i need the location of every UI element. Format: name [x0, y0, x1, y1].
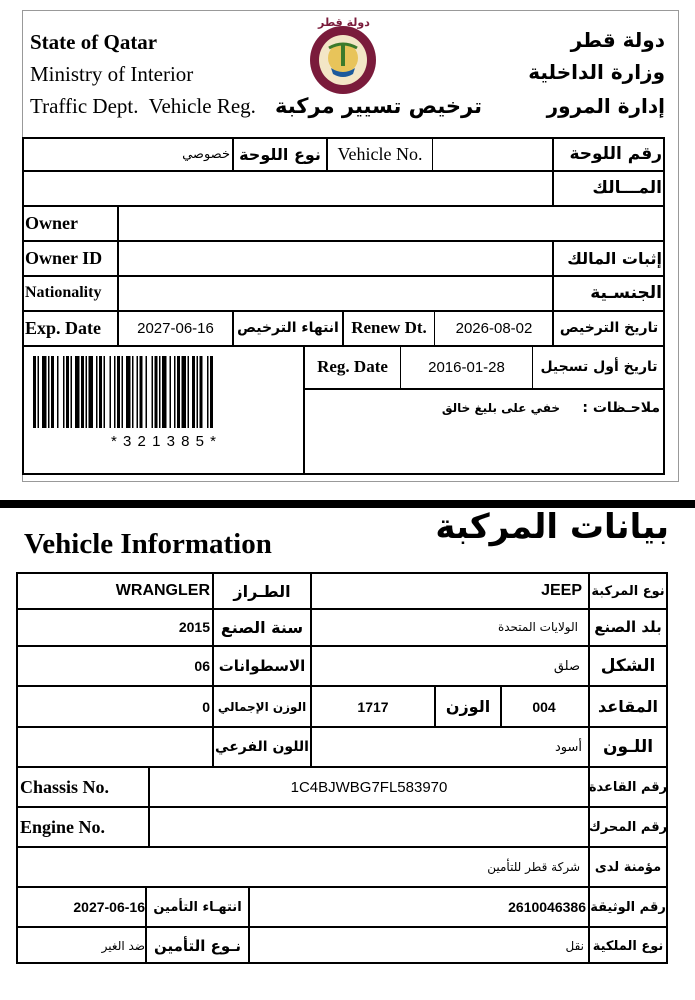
title-ar: ترخيص تسيير مركبة	[275, 94, 482, 118]
shape-label-ar: الشكل	[600, 656, 656, 676]
shape-value: صلق	[553, 658, 580, 674]
barcode	[33, 356, 295, 428]
vehicle-no-label: Vehicle No.	[337, 143, 423, 164]
plate-type-label-ar: نوع اللوحة	[239, 144, 321, 164]
insured-label-ar: مؤمنة لدى	[594, 859, 662, 875]
insured-value: شركة قطر للتأمين	[487, 860, 580, 874]
owner-id-label: Owner ID	[25, 247, 103, 268]
seats-value: 004	[532, 698, 556, 715]
color-value: أسود	[554, 739, 582, 755]
color-label-ar: اللـون	[602, 737, 654, 757]
state-ar: دولة قطر	[570, 28, 665, 52]
ownership-value: نقل	[565, 939, 584, 953]
reg-date-label-ar: تاريخ أول تسجيل	[540, 359, 658, 375]
engine-label: Engine No.	[20, 816, 106, 837]
weight-value: 1717	[357, 698, 389, 715]
policy-label-ar: رقم الوثيقة	[590, 899, 666, 915]
cylinders-label-ar: الاسطوانات	[218, 657, 306, 675]
exp-date-value: 2027-06-16	[137, 319, 214, 337]
qatar-seal-icon	[307, 18, 379, 96]
owner-label-ar: المـــالك	[592, 178, 662, 198]
chassis-value: 1C4BJWBG7FL583970	[290, 778, 448, 796]
reg-date-value: 2016-01-28	[428, 358, 505, 376]
owner-id-label-ar: إثبات المالك	[567, 248, 662, 268]
renew-label-ar: تاريخ الترخيص	[559, 320, 659, 336]
ownership-label-ar: نوع الملكية	[592, 938, 664, 954]
gross-weight-value: 0	[202, 698, 210, 715]
make-value: JEEP	[541, 582, 582, 599]
ins-exp-label-ar: انتهـاء التأمين	[153, 899, 242, 915]
exp-date-label: Exp. Date	[25, 317, 101, 338]
exp-date-label-ar: انتهاء الترخيص	[237, 320, 339, 336]
ins-type-value: ضد الغير	[101, 939, 145, 953]
ins-exp-value: 2027-06-16	[73, 899, 145, 915]
seats-label-ar: المقاعد	[598, 697, 658, 716]
nationality-label: Nationality	[25, 284, 102, 301]
seal-text: دولة قطر	[318, 16, 370, 29]
ministry-ar: وزارة الداخلية	[528, 60, 665, 84]
dept-en: Traffic Dept. Vehicle Reg.	[30, 94, 256, 118]
remarks-label-ar: ملاحـظات :	[582, 400, 660, 416]
cylinders-value: 06	[194, 658, 210, 674]
engine-label-ar: رقم المحرك	[588, 819, 668, 835]
make-label-ar: نوع المركبة	[591, 583, 665, 599]
renew-label: Renew Dt.	[351, 318, 427, 337]
nationality-label-ar: الجنسـية	[590, 283, 662, 303]
weight-label-ar: الوزن	[445, 697, 491, 716]
remarks-value: خفي على بليغ خالق	[441, 401, 560, 415]
ins-type-label-ar: نـوع التأمين	[153, 937, 242, 955]
year-label-ar: سنة الصنع	[220, 617, 304, 637]
model-value: WRANGLER	[115, 582, 210, 599]
sub-color-label-ar: اللون الفرعي	[215, 739, 309, 755]
renew-value: 2026-08-02	[455, 319, 533, 337]
state-en: State of Qatar	[30, 30, 158, 54]
barcode-text: * 3 2 1 3 8 5 *	[111, 433, 217, 450]
vehicle-title-en: Vehicle Information	[24, 528, 272, 560]
reg-date-label: Reg. Date	[317, 357, 388, 376]
policy-value: 2610046386	[508, 899, 586, 915]
dept-ar: إدارة المرور	[546, 94, 665, 118]
model-label-ar: الطـراز	[233, 581, 291, 601]
gross-weight-label-ar: الوزن الإجمالي	[217, 699, 307, 714]
ministry-en: Ministry of Interior	[30, 62, 194, 86]
owner-label: Owner	[25, 212, 78, 233]
origin-value: الولايات المتحدة	[497, 620, 578, 634]
year-value: 2015	[178, 619, 210, 635]
chassis-label: Chassis No.	[20, 776, 110, 797]
plate-no-label-ar: رقم اللوحة	[569, 144, 662, 164]
origin-label-ar: بلد الصنع	[594, 618, 662, 636]
vehicle-title-ar: بيانات المركبة	[435, 507, 669, 547]
plate-type-value: خصوصي	[182, 146, 230, 162]
chassis-label-ar: رقم القاعدة	[588, 779, 668, 795]
